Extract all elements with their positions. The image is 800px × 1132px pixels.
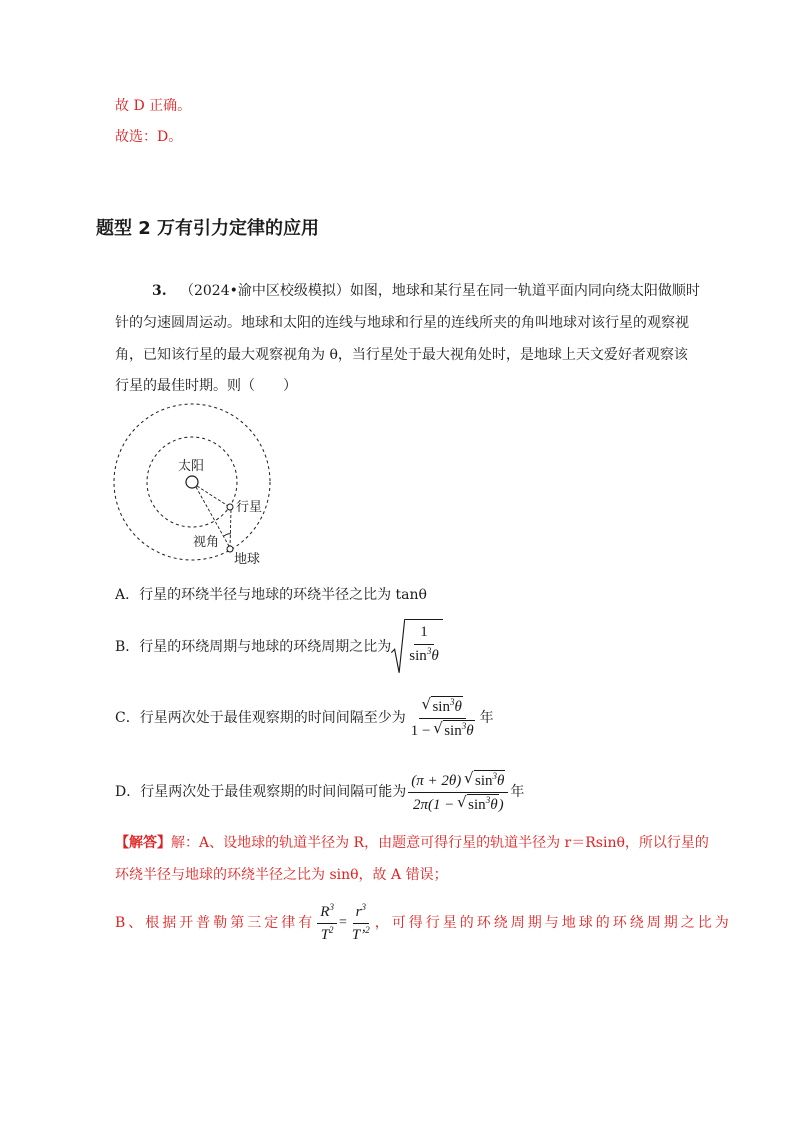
prev-solution-line-2: 故选：D。 — [115, 129, 183, 145]
question-source: （2024•渝中区校级模拟） — [179, 283, 350, 299]
kepler-R-exp: 3 — [329, 901, 334, 912]
radical-sign — [391, 619, 405, 675]
kepler-T-prime-exp: 2 — [365, 924, 370, 935]
option-c-num-var: θ — [454, 698, 462, 715]
section-title: 题型 2 万有引力定律的应用 — [96, 218, 320, 239]
kepler-right-fraction — [349, 902, 373, 945]
option-c-den-fn: sin — [444, 722, 462, 739]
option-c-den-prefix: 1 − — [410, 722, 435, 739]
sun-marker — [186, 476, 198, 488]
option-d-text: D．行星两次处于最佳观察期的时间间隔可能为 — [115, 784, 407, 800]
option-b-den-var: θ — [431, 648, 439, 664]
earth-planet-line — [230, 510, 231, 548]
question-number: 3. — [152, 283, 167, 299]
sun-label: 太阳 — [178, 459, 205, 474]
answer-line-1-text: 解：A、设地球的轨道半径为 R，由题意可得行星的轨道半径为 r＝Rsinθ，所以行星的 — [171, 835, 709, 851]
question-line-4: 行星的最佳时期。则（ ） — [115, 378, 297, 394]
option-b-den-exp: 3 — [426, 646, 432, 656]
option-d-den-exp: 3 — [485, 794, 491, 805]
answer-tag: 【解答】 — [115, 835, 171, 851]
option-c-den-exp: 3 — [461, 720, 467, 731]
orbit-diagram — [110, 400, 280, 572]
option-d-num-exp: 3 — [492, 770, 497, 781]
kepler-formula — [315, 902, 374, 945]
kepler-r-exp: 3 — [361, 901, 366, 912]
question-line-2: 针的匀速圆周运动。地球和太阳的连线与地球和行星的连线所夹的角叫地球对该行星的观察视 — [115, 315, 689, 331]
earth-label: 地球 — [234, 552, 261, 567]
option-c-fraction — [408, 696, 478, 741]
option-d — [115, 764, 524, 820]
view-angle-label: 视角 — [193, 535, 220, 550]
kepler-r: r — [355, 903, 362, 920]
option-c-unit: 年 — [479, 710, 494, 726]
option-d-num-var: θ — [497, 772, 505, 789]
answer-line-2: 环绕半径与地球的环绕半径之比为 sinθ，故 A 错误； — [115, 867, 448, 883]
option-d-den-prefix: 2π(1 − — [413, 796, 459, 813]
kepler-T: T — [320, 926, 330, 943]
option-b-fraction — [405, 619, 442, 675]
option-c-num-fn: sin — [432, 698, 450, 715]
option-b — [115, 622, 443, 672]
option-b-text: B．行星的环绕周期与地球的环绕周期之比为 — [115, 639, 392, 655]
option-d-den-suffix: ) — [498, 796, 504, 813]
kepler-T-exp: 2 — [329, 924, 334, 935]
option-c — [115, 692, 494, 744]
option-b-den-fn: sin — [409, 648, 427, 664]
kepler-T-prime: T’ — [351, 926, 366, 943]
option-d-num-fn: sin — [474, 772, 493, 789]
option-d-den-fn: sin — [468, 796, 486, 813]
prev-solution-line-1: 故 D 正确。 — [115, 98, 192, 114]
option-a: A．行星的环绕半径与地球的环绕半径之比为 tanθ — [115, 587, 427, 603]
planet-label: 行星 — [236, 500, 263, 515]
earth-marker — [227, 546, 233, 552]
answer-line-3-prefix: B、根据开普勒第三定律有 — [115, 915, 316, 931]
question-first-line — [152, 281, 700, 301]
question-line-1: 如图，地球和某行星在同一轨道平面内同向绕太阳做顺时 — [349, 283, 700, 299]
option-d-den-var: θ — [490, 796, 498, 813]
sun-planet-line — [197, 486, 228, 506]
planet-marker — [227, 504, 233, 510]
option-d-unit: 年 — [510, 784, 525, 800]
question-line-3: 角，已知该行星的最大观察视角为 θ，当行星处于最大视角处时，是地球上天文爱好者观察该 — [115, 347, 688, 363]
answer-line-1 — [115, 833, 709, 853]
kepler-left-fraction — [317, 902, 337, 945]
option-c-text: C．行星两次处于最佳观察期的时间间隔至少为 — [115, 710, 406, 726]
option-b-formula — [391, 619, 442, 675]
option-b-numerator: 1 — [414, 621, 434, 645]
kepler-equals: = — [338, 915, 347, 930]
answer-line-3 — [115, 898, 732, 948]
option-d-fraction — [408, 770, 508, 815]
answer-line-3-suffix: ，可得行星的环绕周期与地球的环绕周期之比为 — [374, 915, 732, 931]
option-d-num-prefix: (π + 2θ) — [411, 772, 462, 789]
kepler-R: R — [320, 903, 330, 920]
option-c-num-exp: 3 — [449, 696, 455, 707]
option-c-den-var: θ — [466, 722, 474, 739]
